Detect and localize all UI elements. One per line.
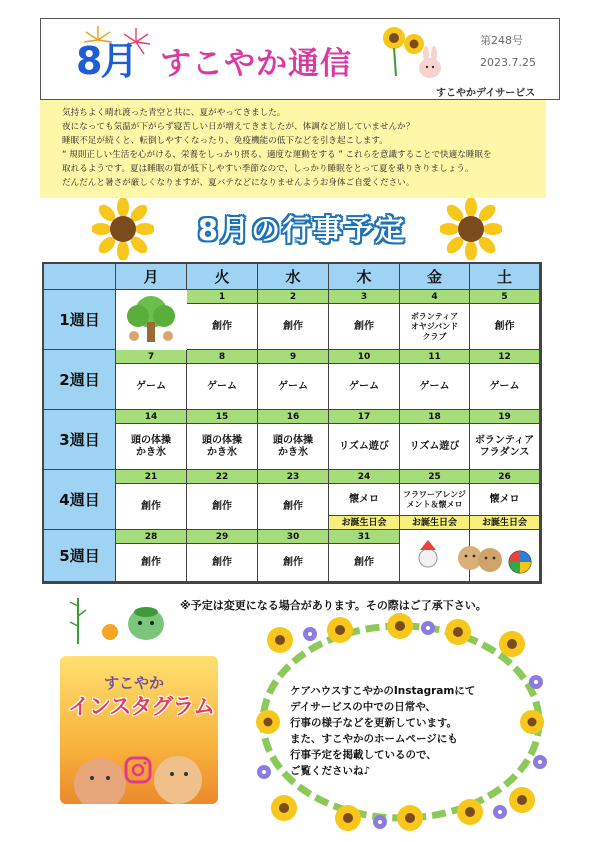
event-cell: 創作 (187, 484, 258, 530)
day-header: 土 (470, 264, 540, 290)
date-number: 8 (187, 350, 258, 364)
event-cell: 創作 (258, 304, 329, 350)
birthday-party-label: お誕生日会 (400, 516, 470, 530)
day-header: 月 (116, 264, 187, 290)
date-number: 18 (400, 410, 470, 424)
sunflower-rabbit-icon (374, 24, 446, 86)
message-line: 睡眠不足が続くと、転倒しやすくなったり、免疫機能の低下などを引き起こします。 (62, 136, 388, 146)
announcement-line: また、すこやかのホームページにも (290, 733, 458, 745)
date-number: 25 (400, 470, 470, 484)
day-header: 金 (400, 264, 470, 290)
date-number: 5 (470, 290, 540, 304)
date-number: 14 (116, 410, 187, 424)
dogs-ball-icon (406, 534, 538, 580)
event-cell: フラワーアレンジ メント＆懐メロ (400, 484, 470, 516)
event-cell: 懐メロ (329, 484, 400, 516)
event-cell: 創作 (187, 304, 258, 350)
week-label: 1週目 (44, 290, 116, 350)
instagram-announcement (290, 683, 540, 779)
birthday-party-label: お誕生日会 (470, 516, 540, 530)
event-cell: リズム遊び (400, 424, 470, 470)
event-cell: 頭の体操 かき氷 (187, 424, 258, 470)
event-cell: ボランティア オヤジバンド クラブ (400, 304, 470, 350)
announcement-line: ご覧くださいね♪ (290, 765, 371, 777)
event-cell: 創作 (116, 544, 187, 582)
date-number: 16 (258, 410, 329, 424)
day-header: 木 (329, 264, 400, 290)
date-number: 11 (400, 350, 470, 364)
event-cell: ゲーム (116, 364, 187, 410)
sunflower-icon (440, 198, 502, 260)
date-number: 12 (470, 350, 540, 364)
date-number: 22 (187, 470, 258, 484)
announcement-line: デイサービスの中での日常や、 (290, 701, 437, 713)
event-cell: ゲーム (400, 364, 470, 410)
newsletter-title: すこやか通信 (160, 46, 352, 82)
day-header: 火 (187, 264, 258, 290)
announcement-line: ケアハウスすこやかのInstagramにて (290, 685, 476, 697)
event-cell: ゲーム (187, 364, 258, 410)
event-cell: 創作 (258, 544, 329, 582)
week-label: 5週目 (44, 530, 116, 582)
message-line: 取れるようです。夏は睡眠の質が低下しやすい季節なので、しっかり睡眠をとって夏を乗りきりましょう。 (62, 164, 474, 174)
event-cell: 創作 (470, 304, 540, 350)
instagram-big-text: インスタグラム (68, 695, 215, 720)
event-cell: リズム遊び (329, 424, 400, 470)
date-number: 26 (470, 470, 540, 484)
event-cell: 創作 (258, 484, 329, 530)
calendar-corner (44, 264, 116, 290)
date-number: 29 (187, 530, 258, 544)
event-cell: 創作 (116, 484, 187, 530)
date-number: 7 (116, 350, 187, 364)
date-number: 10 (329, 350, 400, 364)
week-label: 4週目 (44, 470, 116, 530)
organization-name: すこやかデイサービス (436, 88, 536, 99)
date-number: 24 (329, 470, 400, 484)
date-number: 23 (258, 470, 329, 484)
event-cell: 頭の体操 かき氷 (116, 424, 187, 470)
message-line: だんだんと暑さが厳しくなりますが、夏バテなどになりませんようお身体ご自愛ください。 (62, 178, 415, 188)
month-number: 8月 (76, 39, 137, 83)
date-number: 4 (400, 290, 470, 304)
date-number: 3 (329, 290, 400, 304)
event-cell: 創作 (329, 304, 400, 350)
birthday-party-label: お誕生日会 (329, 516, 400, 530)
tanabata-kappa-icon (68, 596, 172, 646)
date-number: 9 (258, 350, 329, 364)
message-line: “ 規則正しい生活を心がける、栄養をしっかり摂る、適度な運動をする ” これらを意識することで快適な睡眠を (62, 150, 492, 160)
instagram-small-text: すこやか (104, 674, 165, 692)
date-number: 17 (329, 410, 400, 424)
date-number: 1 (187, 290, 258, 304)
event-cell: 創作 (329, 544, 400, 582)
schedule-note: ※予定は変更になる場合があります。その際はご了承下さい。 (180, 599, 487, 612)
tree-animals-icon (120, 292, 182, 346)
event-cell: ゲーム (258, 364, 329, 410)
date-number: 15 (187, 410, 258, 424)
event-cell: ゲーム (470, 364, 540, 410)
date-number: 30 (258, 530, 329, 544)
event-cell: ボランティア フラダンス (470, 424, 540, 470)
announcement-line: 行事の様子などを更新しています。 (290, 717, 458, 729)
events-heading: 8月の行事予定 (197, 213, 407, 247)
issue-number: 第248号 (480, 34, 523, 47)
message-line: 気持ちよく晴れ渡った青空と共に、夏がやってきました。 (62, 108, 286, 118)
event-cell: 懐メロ (470, 484, 540, 516)
day-header: 水 (258, 264, 329, 290)
greeting-message (40, 100, 546, 198)
week-label: 3週目 (44, 410, 116, 470)
date-number: 2 (258, 290, 329, 304)
date-number: 28 (116, 530, 187, 544)
message-line: 夜になっても気温が下がらず寝苦しい日が増えてきましたが、体調など崩していませんか？ (62, 122, 415, 132)
date-number: 31 (329, 530, 400, 544)
sunflower-icon (92, 198, 154, 260)
event-cell: ゲーム (329, 364, 400, 410)
announcement-line: 行事予定を掲載しているので、 (290, 749, 437, 761)
date-number: 19 (470, 410, 540, 424)
issue-date: 2023.7.25 (480, 56, 536, 69)
event-cell: 頭の体操 かき氷 (258, 424, 329, 470)
event-cell: 創作 (187, 544, 258, 582)
date-number: 21 (116, 470, 187, 484)
week-label: 2週目 (44, 350, 116, 410)
